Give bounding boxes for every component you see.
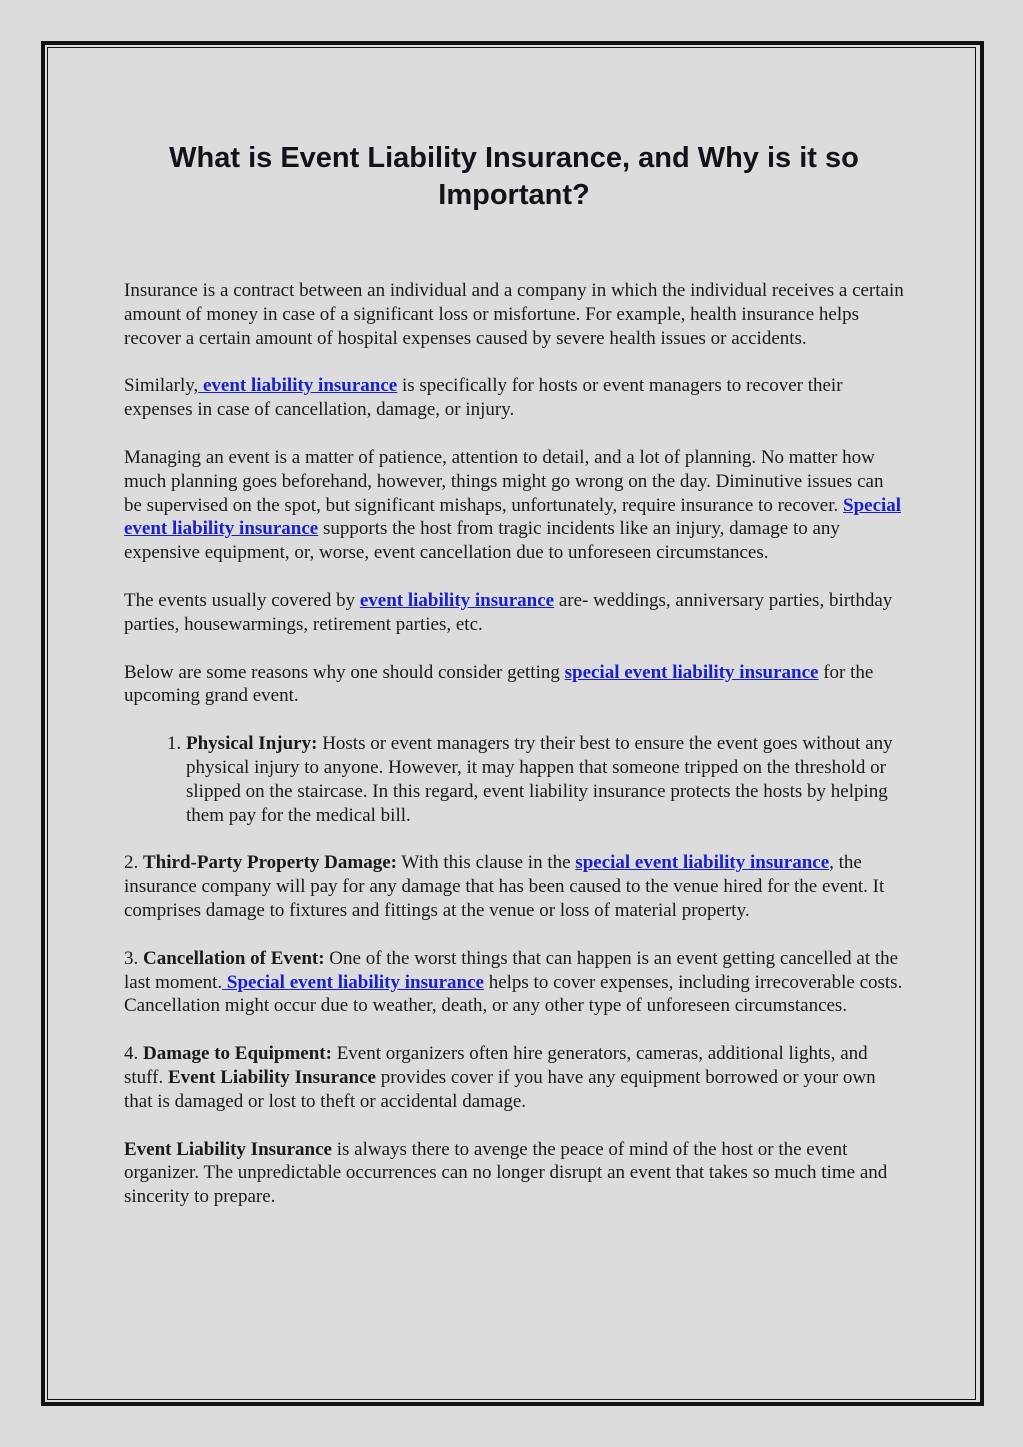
- event-liability-insurance-link[interactable]: event liability insurance: [198, 375, 398, 397]
- item-third-party-damage: 2. Third-Party Property Damage: With this clause in the special event liability insurance, the insurance company will pay for any damage that has been caused to the venue hired for the event. It comprises damage to fixtures and fittings at the venue or loss of material property.: [124, 852, 885, 921]
- closing-paragraph: Event Liability Insurance is always there to avenge the peace of mind of the host or the event organizer. The unpredictable occurrences can no longer disrupt an event that takes so much time and sincerity to prepare.: [124, 1138, 888, 1208]
- list-item-physical-injury: 1. Physical Injury: Hosts or event managers try their best to ensure the event goes without any physical injury to anyone. However, it may happen that someone tripped on the threshold or slipped on the staircase. In this regard, event liability insurance protects the hosts by helping them pay for the medical bill.: [186, 732, 904, 827]
- special-event-liability-insurance-link[interactable]: special event liability insurance: [564, 661, 819, 683]
- special-event-liability-insurance-link[interactable]: special event liability insurance: [575, 852, 830, 874]
- paragraph-events-covered: The events usually covered by event liability insurance are- weddings, anniversary parties, birthday parties, housewarmings, retirement parties, etc.: [124, 589, 893, 635]
- item-damage-equipment: 4. Damage to Equipment: Event organizers often hire generators, cameras, additional lights, and stuff. Event Liability Insurance provides cover if you have any equipment borrowed or your own that is damaged or lost to theft or accidental damage.: [124, 1043, 876, 1112]
- reasons-list: [124, 732, 904, 827]
- item-cancellation: 3. Cancellation of Event: One of the worst things that can happen is an event getting cancelled at the last moment. Special event liability insurance helps to cover expenses, including irrecoverable costs. Cancellation might occur due to weather, death, or any other type of unforeseen circumstances.: [124, 947, 903, 1017]
- paragraph-reasons: Below are some reasons why one should consider getting special event liability insurance for the upcoming grand event.: [124, 661, 874, 707]
- document-body: [124, 140, 904, 1233]
- special-event-liability-insurance-link[interactable]: Special event liability insurance: [222, 971, 484, 993]
- paragraph-managing: Managing an event is a matter of patience, attention to detail, and a lot of planning. No matter how much planning goes beforehand, however, things might go wrong on the day. Diminutive issues can be supervised on the spot, but significant mishaps, unfortunately, require insurance to recover. Special event liability insurance supports the host from tragic incidents like an injury, damage to any expensive equipment, or, worse, event cancellation due to unforeseen circumstances.: [124, 446, 902, 564]
- intro-paragraph: Insurance is a contract between an individual and a company in which the individual receives a certain amount of money in case of a significant loss or misfortune. For example, health insurance helps recover a certain amount of hospital expenses caused by severe health issues or accidents.: [124, 280, 904, 349]
- special-event-liability-insurance-link[interactable]: Special event liability insurance: [124, 494, 902, 540]
- paragraph-similarly: Similarly, event liability insurance is specifically for hosts or event managers to recover their expenses in case of cancellation, damage, or injury.: [124, 375, 843, 421]
- event-liability-insurance-link[interactable]: event liability insurance: [359, 589, 555, 611]
- page-title: What is Event Liability Insurance, and Why is it so Important?: [169, 142, 859, 211]
